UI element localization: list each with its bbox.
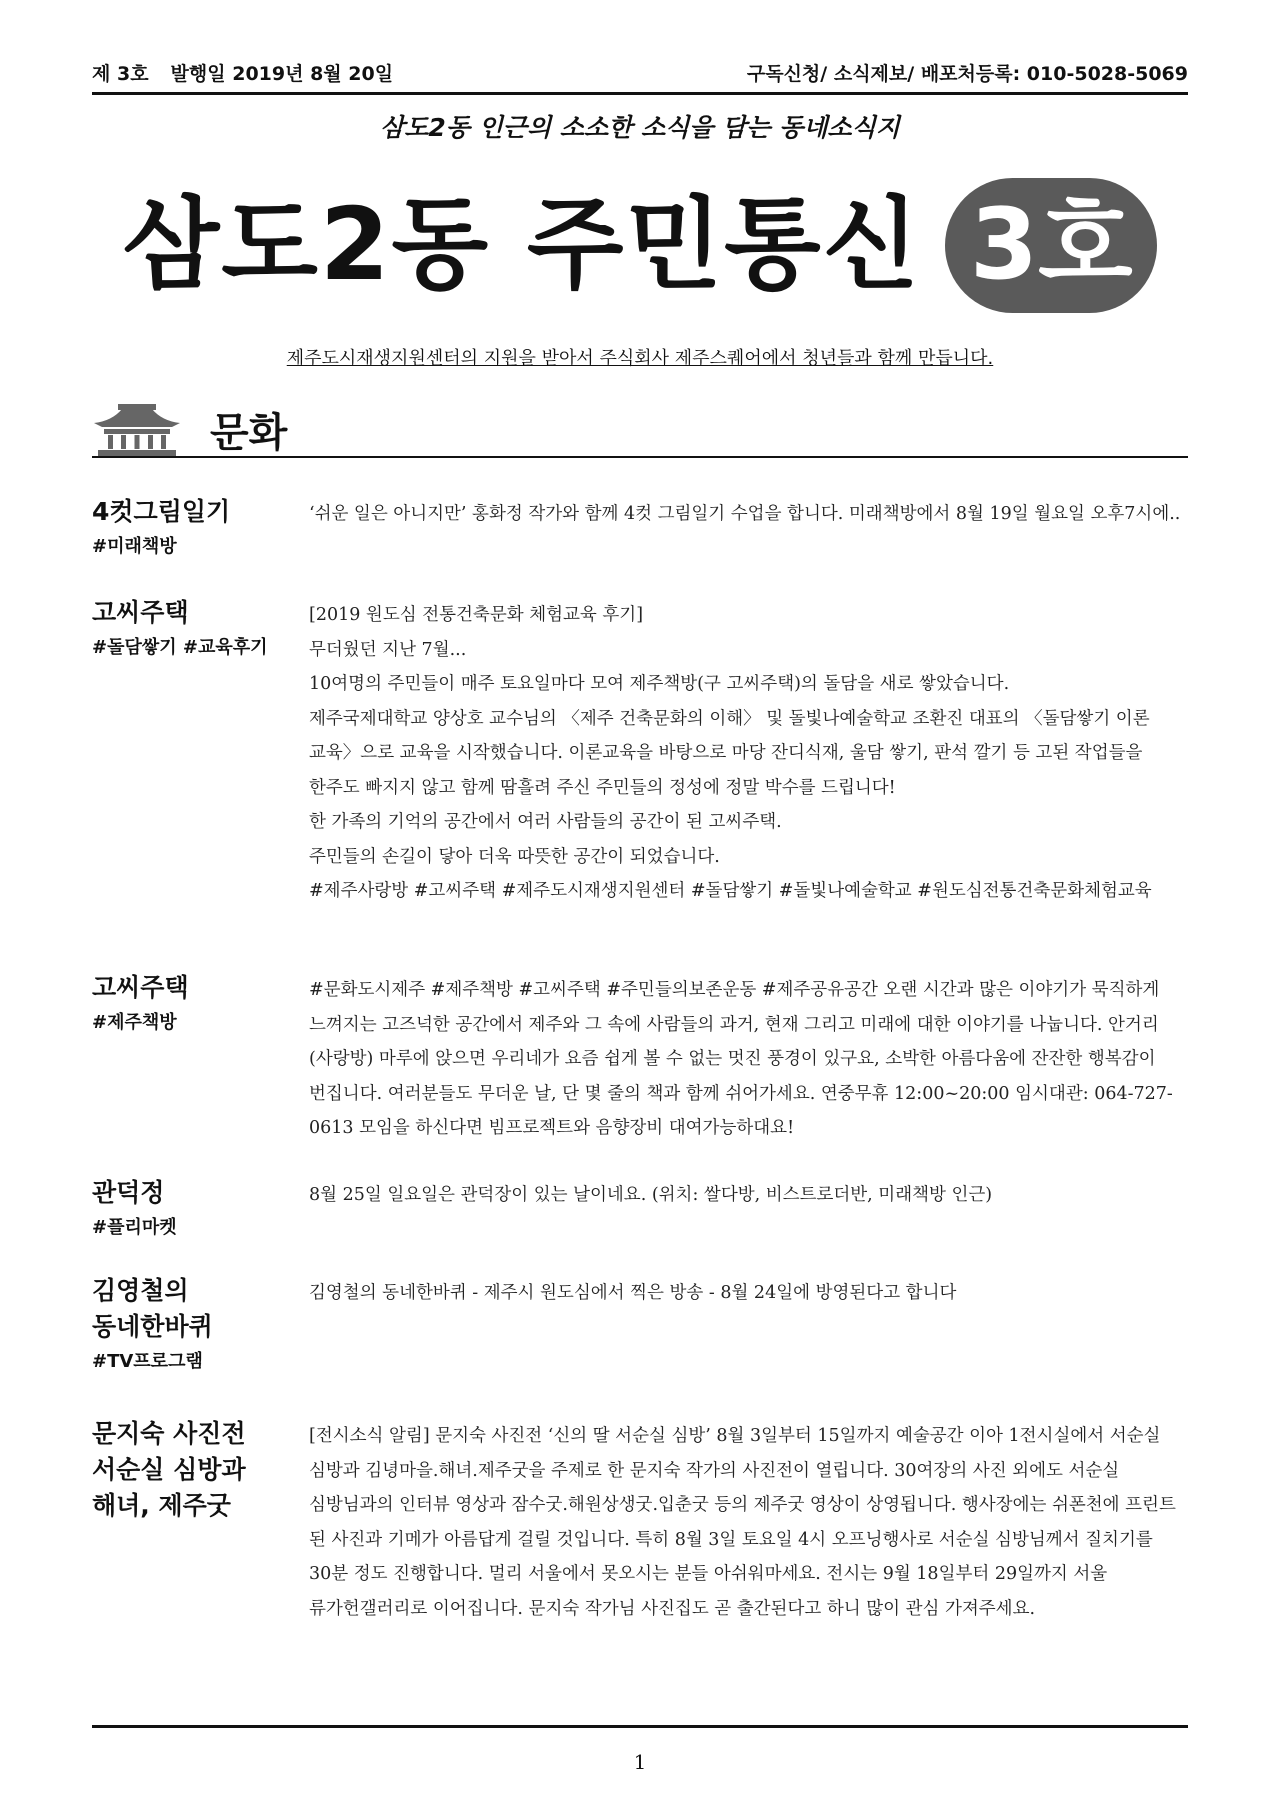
issue-info (92, 59, 393, 86)
article-tag: #제주책방 (92, 1012, 177, 1033)
article-title: 김영철의 동네한바퀴 (92, 1276, 213, 1341)
issue-badge: 3호 (945, 178, 1157, 313)
article-tag: #미래책방 (92, 536, 177, 557)
section-rule (92, 456, 1188, 458)
article-body: [전시소식 알림] 문지숙 사진전 ‘신의 딸 서순실 심방’ 8월 3일부터 15일까지 예술공간 이아 1전시실에서 서순실 심방과 김녕마을.해녀.제주굿을 주제로 한 문지숙 작가의 사진전이 열립니다. 30여장의 사진 외에도 서순실 심방님과의 인터뷰 영상과 잠수굿.해원상생굿.입춘굿 등의 제주굿 영상이 상영됩니다. 행사장에는 쉬폰천에 프린트 된 사진과 기메가 아름답게 걸릴 것입니다. 특히 8월 3일 토요일 4시 오프닝행사로 서순실 심방님께서 질치기를 30분 정도 진행합니다. 멀리 서울에서 못오시는 분들 아쉬워마세요. 전시는 9월 18일부터 29일까지 서울 류가헌갤러리로 이어집니다. 문지숙 작가님 사진집도 곧 출간된다고 하니 많이 관심 가져주세요. (309, 1426, 1176, 1619)
article-sidebar (92, 1416, 282, 1524)
article-body: 8월 25일 일요일은 관덕장이 있는 날이네요. (위치: 쌀다방, 비스트로더반, 미래책방 인근) (309, 1185, 993, 1205)
header-rule (92, 92, 1188, 95)
article-body: #문화도시제주 #제주책방 #고씨주택 #주민들의보존운동 #제주공유공간 오랜 시간과 많은 이야기가 묵직하게 느껴지는 고즈넉한 공간에서 제주와 그 속에 사람들의 과거, 현재 그리고 미래에 대한 이야기를 나눕니다. 안거리(사랑방) 마루에 앉으면 우리네가 요즘 쉽게 볼 수 없는 멋진 풍경이 있구요, 소박한 아름다움에 잔잔한 행복감이 번집니다. 여러분들도 무더운 날, 단 몇 줄의 책과 함께 쉬어가세요. 연중무휴 12:00~20:00 임시대관: 064-727-0613 모임을 하신다면 빔프로젝트와 음향장비 대여가능하대요! (309, 980, 1173, 1138)
article-body: [2019 원도심 전통건축문화 체험교육 후기] 무더웠던 지난 7월... 10여명의 주민들이 매주 토요일마다 모여 제주책방(구 고씨주택)의 돌담을 새로 쌓았습니다. 제주국제대학교 양상호 교수님의 〈제주 건축문화의 이해〉 및 돌빛나예술학교 조환진 대표의 〈돌담쌓기 이론 교육〉으로 교육을 시작했습니다. 이론교육을 바탕으로 마당 잔디식재, 울담 쌓기, 판석 깔기 등 고된 작업들을 한주도 빠지지 않고 함께 땀흘려 주신 주민들의 정성에 정말 박수를 드립니다! 한 가족의 기억의 공간에서 여러 사람들의 공간이 된 고씨주택. 주민들의 손길이 닿아 더욱 따뜻한 공간이 되었습니다. #제주사랑방 #고씨주택 #제주도시재생지원센터 #돌담쌓기 #돌빛나예술학교 #원도심전통건축문화체험교육 (309, 605, 1152, 901)
article-tag: #돌담쌓기 #교육후기 (92, 637, 268, 658)
article-title: 4컷그림일기 (92, 497, 231, 526)
article-sidebar (92, 1175, 282, 1243)
section-header-culture (92, 400, 1188, 458)
article-sidebar (92, 595, 282, 663)
article-tag: #플리마켓 (92, 1217, 177, 1238)
header-bar (92, 52, 1188, 92)
article-title: 관덕정 (92, 1178, 165, 1207)
article-tag: #TV프로그램 (92, 1351, 203, 1372)
article-sidebar (92, 970, 282, 1038)
article-title: 고씨주택 (92, 598, 189, 627)
footer-rule (92, 1725, 1188, 1728)
masthead-title: 삼도2동 주민통신 (122, 186, 922, 303)
masthead (92, 165, 1188, 325)
publish-date: 발행일 2019년 8월 20일 (170, 62, 394, 85)
credit-line: 제주도시재생지원센터의 지원을 받아서 주식회사 제주스퀘어에서 청년들과 함께 만듭니다. (286, 348, 994, 369)
article-sidebar (92, 1273, 282, 1377)
article-title: 고씨주택 (92, 973, 189, 1002)
page-number: 1 (633, 1750, 647, 1774)
article-title: 문지숙 사진전 서순실 심방과 해녀, 제주굿 (92, 1419, 246, 1520)
issue-number: 제 3호 (92, 62, 149, 85)
contact-info: 구독신청/ 소식제보/ 배포처등록: 010-5028-5069 (746, 62, 1188, 85)
tagline: 삼도2동 인근의 소소한 소식을 담는 동네소식지 (380, 113, 900, 142)
article-body: ‘쉬운 일은 아니지만’ 홍화정 작가와 함께 4컷 그림일기 수업을 합니다. 미래책방에서 8월 19일 월요일 오후7시에.. (309, 504, 1181, 524)
article-sidebar (92, 494, 282, 562)
section-title: 문화 (210, 409, 288, 456)
article-body: 김영철의 동네한바퀴 - 제주시 원도심에서 찍은 방송 - 8월 24일에 방영된다고 합니다 (309, 1283, 957, 1303)
traditional-pavilion-icon (92, 401, 182, 457)
